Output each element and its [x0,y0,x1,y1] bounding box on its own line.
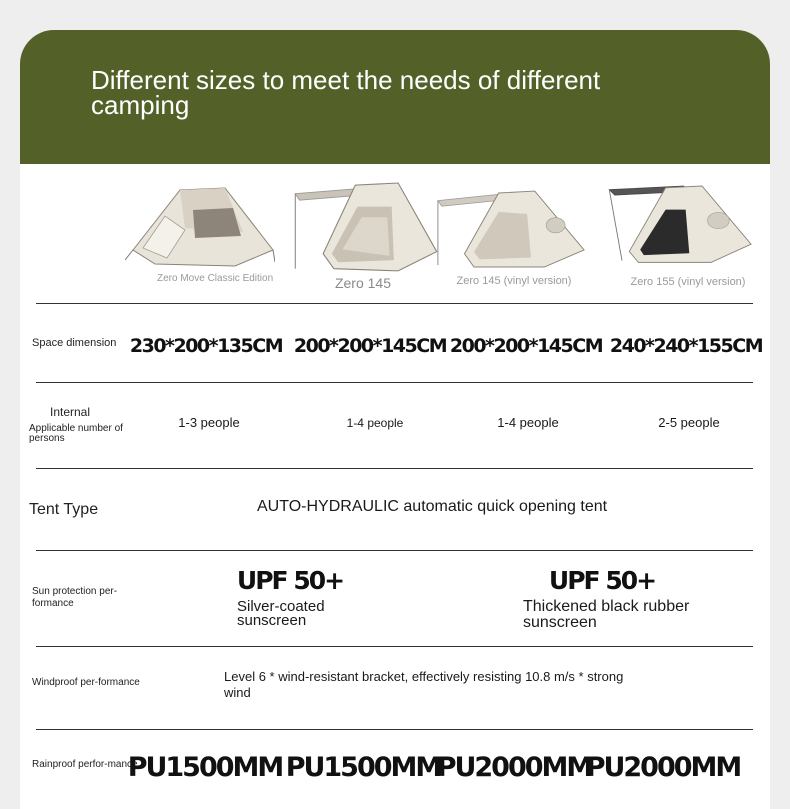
divider [36,646,753,647]
sun-protection-label: Sun protection per-formance [32,586,118,609]
persons-label: Applicable number of persons [29,423,123,444]
divider [36,729,753,730]
space-value: 240*240*155CM [609,335,763,357]
tent-canopy-image [291,178,441,278]
internal-label: Internal [50,405,91,419]
rainproof-label: Rainproof perfor-mance [32,759,138,770]
divider [36,382,753,383]
divider [36,303,753,304]
sun-desc: Silver-coated sunscreen [237,598,325,629]
persons-value: 2-5 people [658,415,720,430]
tent-image [125,176,275,276]
space-value: 230*200*135CM [129,335,283,357]
windproof-label: Windproof per-formance [32,677,140,688]
rainproof-value: PU1500MM [127,752,283,783]
rainproof-value: PU1500MM [285,752,441,783]
upf-rating: UPF 50+ [548,566,656,595]
divider [36,468,753,469]
space-value: 200*200*145CM [293,335,447,357]
tent-type-value: AUTO-HYDRAULIC automatic quick opening tent [257,498,608,515]
persons-value: 1-4 people [346,416,404,430]
sun-desc: Thickened black rubber sunscreen [523,598,690,631]
rainproof-value: PU2000MM [585,752,741,783]
tent-type-label: Tent Type [29,501,99,518]
tent-canopy-image [436,180,586,280]
header-banner [20,30,770,164]
rainproof-value: PU2000MM [436,752,592,783]
space-dimension-label: Space dimension [32,337,117,349]
divider [36,550,753,551]
persons-value: 1-3 people [178,415,240,430]
model-name-zero-155-vinyl: Zero 155 (vinyl version) [630,276,746,288]
banner-title: Different sizes to meet the needs of different camping [91,65,601,120]
model-name-zero-145: Zero 145 [334,275,392,291]
windproof-value: Level 6 * wind-resistant bracket, effectively resisting 10.8 m/s * strong wind [224,669,624,700]
upf-rating: UPF 50+ [236,566,344,595]
space-value: 200*200*145CM [449,335,603,357]
tent-canopy-dark-image [602,176,752,276]
model-name-zero-145-vinyl: Zero 145 (vinyl version) [456,275,572,287]
persons-value: 1-4 people [497,415,559,430]
model-name-zero-move: Zero Move Classic Edition [157,273,274,284]
